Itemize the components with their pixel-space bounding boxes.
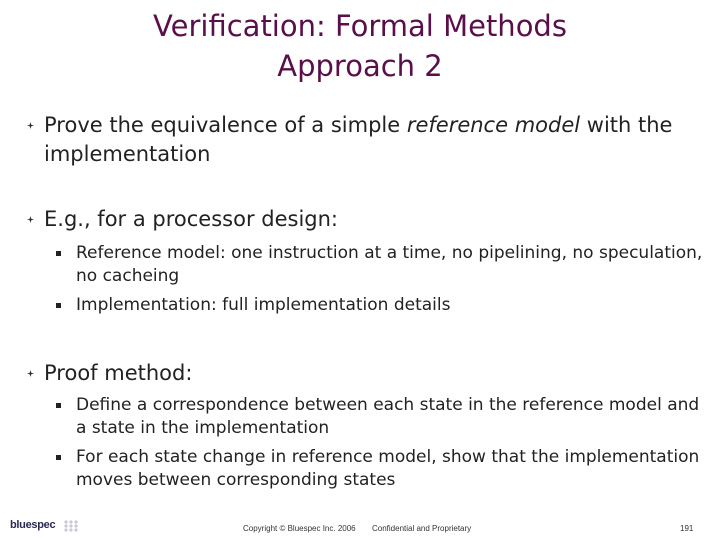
bullet-text: E.g., for a processor design: — [44, 207, 338, 231]
slide-title — [0, 6, 720, 86]
sub-bullet-text: For each state change in reference model, show that the implementation moves between corresponding states — [76, 447, 700, 490]
bullet-text: Proof method: — [44, 361, 193, 385]
bullet-equivalence — [44, 111, 714, 169]
bullet-text-italic: reference model — [406, 113, 581, 137]
sub-bullet-reference-model — [76, 242, 706, 288]
square-bullet-icon — [56, 303, 61, 308]
sub-bullet-text: Reference model: one instruction at a time, no pipelining, no speculation, no cacheing — [76, 243, 703, 286]
bullet-star-icon — [27, 122, 34, 129]
sub-bullet-state-change — [76, 446, 706, 492]
bullet-star-icon — [27, 216, 34, 223]
bullet-proof-method — [44, 359, 714, 388]
logo-dots-icon — [63, 519, 79, 533]
sub-bullet-text: Implementation: full implementation details — [76, 295, 451, 315]
slide-title-line1: Verification: Formal Methods — [153, 9, 567, 43]
square-bullet-icon — [56, 403, 61, 408]
bluespec-logo: bluespec — [10, 519, 56, 531]
sub-bullet-implementation — [76, 294, 706, 317]
slide-title-line2: Approach 2 — [277, 49, 443, 83]
sub-bullet-text: Define a correspondence between each state in the reference model and a state in the implementation — [76, 395, 700, 438]
sub-bullet-correspondence — [76, 394, 706, 440]
bullet-star-icon — [27, 370, 34, 377]
square-bullet-icon — [56, 455, 61, 460]
bullet-text-start: Prove the equivalence of a simple — [44, 113, 407, 137]
footer-copyright: Copyright © Bluespec Inc. 2006 — [243, 524, 356, 533]
bullet-processor-design — [44, 205, 714, 234]
bullet-text-end: with the implementation — [44, 113, 673, 166]
footer-confidential: Confidential and Proprietary — [372, 524, 472, 533]
square-bullet-icon — [56, 251, 61, 256]
footer-page-number: 191 — [680, 524, 694, 533]
